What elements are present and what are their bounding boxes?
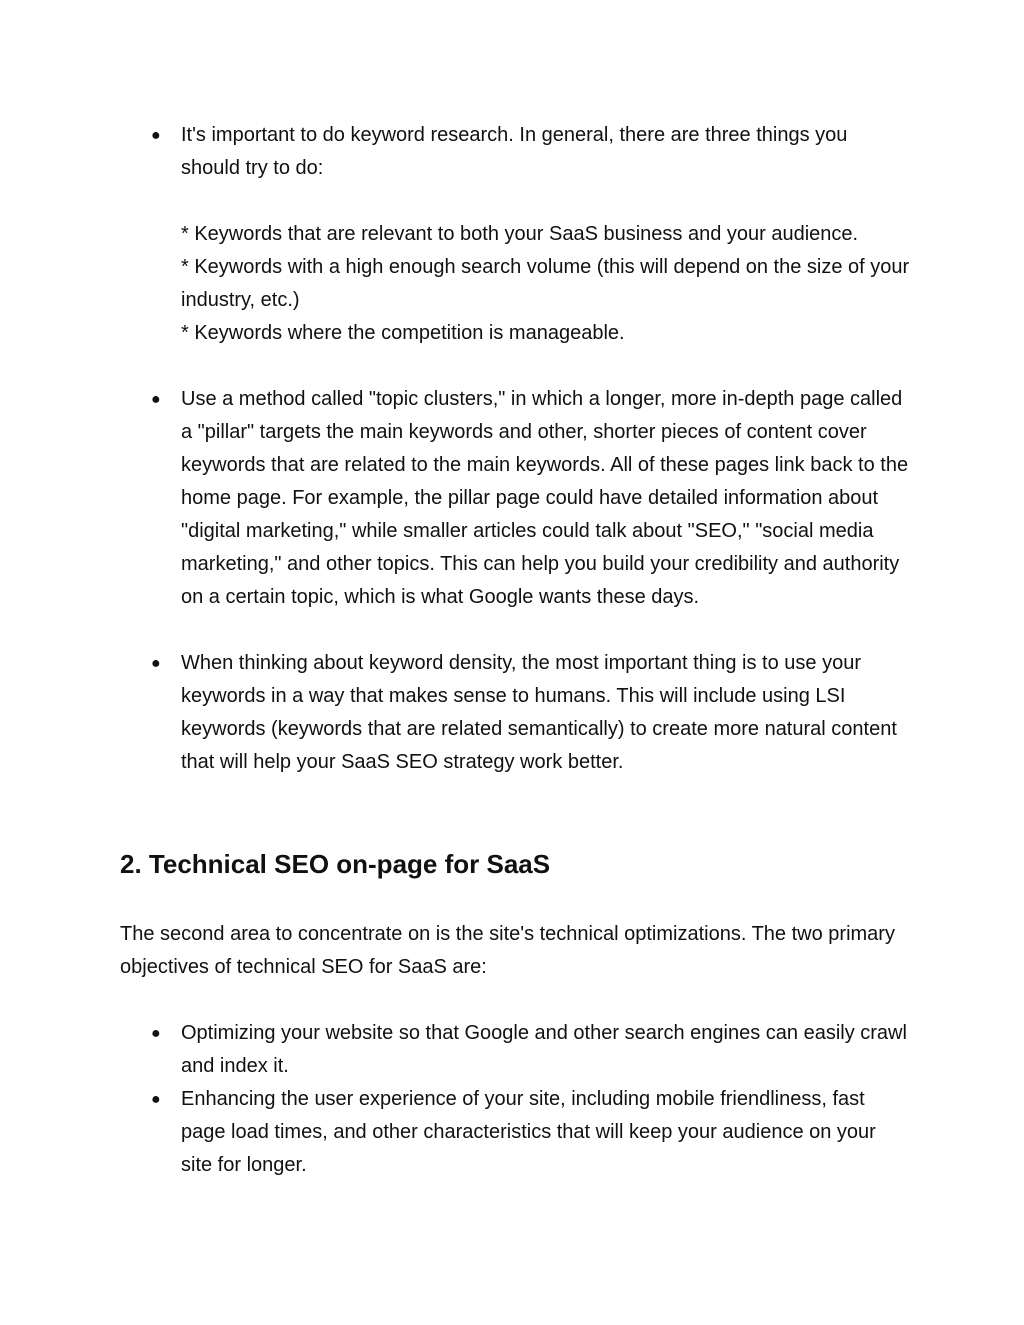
list-item <box>120 1017 910 1083</box>
bullet-text: When thinking about keyword density, the most important thing is to use your keywords in a way that makes sense to humans. This will include using LSI keywords (keywords that are related semantically) to create more natural content that will help your SaaS SEO strategy work better. <box>181 652 897 773</box>
bullet-text: Use a method called "topic clusters," in which a longer, more in-depth page called a "pillar" targets the main keywords and other, shorter pieces of content cover keywords that are related to the main keywords. All of these pages link back to the home page. For example, the pillar page could have detailed information about "digital marketing," while smaller articles could talk about "SEO," "social media marketing," and other topics. This can help you build your credibility and authority on a certain topic, which is what Google wants these days. <box>181 388 909 608</box>
bullet-text: Optimizing your website so that Google and other search engines can easily crawl and index it. <box>181 1022 907 1077</box>
bullet-icon: ● <box>151 391 161 408</box>
technical-seo-bullet-list <box>120 1017 910 1182</box>
bullet-icon: ● <box>151 1025 161 1042</box>
list-item <box>120 1083 910 1182</box>
bullet-text: It's important to do keyword research. In general, there are three things you should try to do: <box>181 124 848 179</box>
sub-item: * Keywords where the competition is manageable. <box>181 322 625 344</box>
section-paragraph: The second area to concentrate on is the site's technical optimizations. The two primary objectives of technical SEO for SaaS are: <box>120 923 895 978</box>
bullet-icon: ● <box>151 655 161 672</box>
section-heading: 2. Technical SEO on-page for SaaS <box>120 849 551 879</box>
list-item <box>120 647 910 779</box>
list-item <box>120 383 910 614</box>
keyword-bullet-list <box>120 119 910 779</box>
sub-item: * Keywords that are relevant to both your SaaS business and your audience. <box>181 223 859 245</box>
sub-item: * Keywords with a high enough search volume (this will depend on the size of your industry, etc.) <box>181 256 910 311</box>
bullet-icon: ● <box>151 127 161 144</box>
bullet-icon: ● <box>151 1091 161 1108</box>
bullet-text: Enhancing the user experience of your site, including mobile friendliness, fast page load times, and other characteristics that will keep your audience on your site for longer. <box>181 1088 876 1176</box>
list-item <box>120 119 910 350</box>
